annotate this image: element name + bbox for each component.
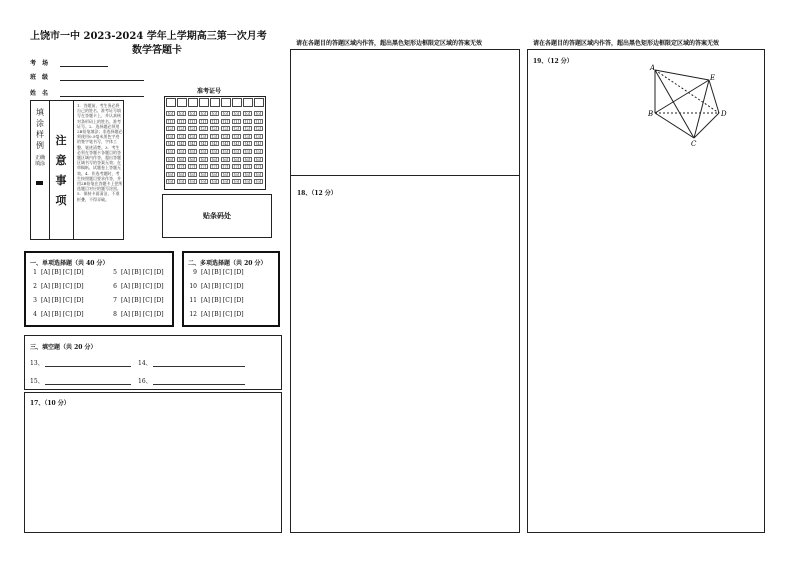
exam-id-digit-bubble[interactable]: [1]: [178, 118, 185, 124]
exam-id-digit-bubble[interactable]: [2]: [222, 126, 229, 132]
exam-id-digit-bubble[interactable]: [3]: [233, 133, 240, 139]
exam-id-digit-bubble[interactable]: [0]: [167, 111, 174, 116]
exam-id-digit-bubble[interactable]: [7]: [189, 164, 196, 170]
exam-id-digit-bubble[interactable]: [5]: [222, 149, 229, 154]
field-class-line[interactable]: [60, 80, 144, 81]
sample-filled-mark: [36, 181, 43, 185]
exam-id-digit-bubble[interactable]: [2]: [211, 126, 218, 132]
exam-id-digit-bubble[interactable]: [3]: [178, 133, 185, 139]
exam-id-digit-bubble[interactable]: [0]: [211, 111, 218, 116]
exam-id-digit-bubble[interactable]: [8]: [189, 171, 196, 177]
warning-right: 请在各题目的答题区域内作答，超出黑色矩形边框限定区域的答案无效: [533, 40, 720, 47]
exam-id-digit-bubble[interactable]: [6]: [222, 156, 229, 162]
exam-id-digit-bubble[interactable]: [2]: [233, 126, 240, 132]
exam-id-digit-bubble[interactable]: [3]: [200, 133, 207, 139]
exam-id-digit-bubble[interactable]: [1]: [167, 118, 174, 124]
multi-choice-question-number: 11: [189, 297, 197, 304]
exam-id-digit-bubble[interactable]: [6]: [233, 156, 240, 162]
exam-id-digit-box[interactable]: [188, 98, 198, 107]
single-choice-question-number: 4: [33, 311, 37, 318]
exam-id-digit-bubble[interactable]: [9]: [244, 179, 251, 185]
page-title: 上饶市一中 2023-2024 学年上学期高三第一次月考: [30, 31, 267, 42]
vertex-e-label: E: [710, 74, 716, 82]
exam-id-digit-bubble[interactable]: [6]: [178, 156, 185, 162]
vertex-d-label: D: [721, 110, 727, 118]
exam-id-digit-box[interactable]: [177, 98, 187, 107]
exam-id-title: 准考证号: [197, 88, 222, 95]
single-choice-question-number: 1: [33, 269, 37, 276]
exam-id-digit-bubble[interactable]: [3]: [244, 133, 251, 139]
exam-id-digit-bubble[interactable]: [3]: [189, 133, 196, 139]
exam-id-digit-bubble[interactable]: [1]: [233, 118, 240, 124]
exam-id-digit-bubble[interactable]: [4]: [167, 141, 174, 147]
single-choice-title: 一、单项选择题（共 40 分）: [30, 260, 109, 267]
fill-blank-section: [24, 335, 282, 390]
exam-id-digit-bubble[interactable]: [9]: [167, 179, 174, 185]
multi-choice-title: 二、多项选择题（共 20 分）: [188, 260, 267, 267]
warning-middle: 请在各题目的答题区域内作答，超出黑色矩形边框限定区域的答案无效: [296, 40, 483, 47]
single-choice-question-number: 6: [113, 283, 117, 290]
exam-id-digit-bubble[interactable]: [8]: [200, 171, 207, 177]
exam-id-digit-bubble[interactable]: [9]: [211, 179, 218, 185]
single-choice-question-number: 8: [113, 311, 117, 318]
single-choice-options-1[interactable]: [A] [B] [C] [D]: [41, 269, 84, 276]
single-choice-options-2[interactable]: [A] [B] [C] [D]: [41, 283, 84, 290]
exam-id-digit-bubble[interactable]: [6]: [200, 156, 207, 162]
notice-title: 注 意 事 项: [55, 134, 67, 207]
exam-id-digit-bubble[interactable]: [4]: [189, 141, 196, 147]
multi-choice-question-number: 12: [189, 311, 197, 318]
exam-id-digit-box[interactable]: [166, 98, 176, 107]
exam-id-digit-bubble[interactable]: [0]: [244, 111, 251, 116]
exam-id-digit-bubble[interactable]: [4]: [255, 141, 262, 147]
exam-id-digit-bubble[interactable]: [4]: [211, 141, 218, 147]
exam-id-digit-bubble[interactable]: [7]: [178, 164, 185, 170]
exam-id-digit-bubble[interactable]: [8]: [178, 171, 185, 177]
q17-label: 17、（10 分）: [30, 400, 70, 407]
exam-id-digit-bubble[interactable]: [2]: [200, 126, 207, 132]
exam-id-digit-bubble[interactable]: [1]: [211, 118, 218, 124]
fill-blank-title: 三、填空题（共 20 分）: [30, 344, 97, 351]
exam-id-digit-bubble[interactable]: [2]: [189, 126, 196, 132]
exam-id-digit-bubble[interactable]: [1]: [222, 118, 229, 124]
single-choice-options-4[interactable]: [A] [B] [C] [D]: [41, 311, 84, 318]
exam-id-digit-bubble[interactable]: [1]: [189, 118, 196, 124]
multi-choice-question-number: 9: [193, 269, 197, 276]
exam-id-digit-bubble[interactable]: [0]: [222, 111, 229, 116]
multi-choice-question-number: 10: [189, 283, 197, 290]
exam-id-digit-bubble[interactable]: [5]: [211, 149, 218, 154]
exam-id-digit-bubble[interactable]: [1]: [200, 118, 207, 124]
single-choice-options-6[interactable]: [A] [B] [C] [D]: [121, 283, 164, 290]
multi-choice-options-9[interactable]: [A] [B] [C] [D]: [201, 269, 244, 276]
barcode-area: 贴条码处: [162, 194, 272, 238]
blank-16-label: 16、: [138, 378, 152, 385]
exam-id-digit-bubble[interactable]: [7]: [167, 164, 174, 170]
exam-id-digit-bubble[interactable]: [8]: [233, 171, 240, 177]
exam-id-digit-bubble[interactable]: [9]: [255, 179, 262, 185]
exam-id-digit-bubble[interactable]: [5]: [189, 149, 196, 154]
q18-label: 18、（12 分）: [297, 190, 337, 197]
blank-16[interactable]: [153, 384, 245, 385]
exam-id-digit-bubble[interactable]: [2]: [255, 126, 262, 132]
vertex-c-label: C: [691, 140, 697, 148]
exam-id-digit-bubble[interactable]: [8]: [211, 171, 218, 177]
exam-id-digit-bubble[interactable]: [8]: [244, 171, 251, 177]
single-choice-question-number: 5: [113, 269, 117, 276]
q19-label: 19、（12 分）: [533, 58, 573, 65]
exam-id-digit-bubble[interactable]: [3]: [167, 133, 174, 139]
exam-id-digit-bubble[interactable]: [7]: [222, 164, 229, 170]
field-label-exam-room: 考 场: [30, 60, 49, 67]
exam-id-digit-bubble[interactable]: [2]: [167, 126, 174, 132]
exam-id-digit-bubble[interactable]: [5]: [244, 149, 251, 154]
exam-id-digit-box[interactable]: [221, 98, 231, 107]
exam-id-digit-bubble[interactable]: [7]: [200, 164, 207, 170]
exam-id-digit-bubble[interactable]: [4]: [222, 141, 229, 147]
exam-id-digit-bubble[interactable]: [6]: [211, 156, 218, 162]
exam-id-digit-bubble[interactable]: [8]: [167, 171, 174, 177]
exam-id-digit-box[interactable]: [254, 98, 264, 107]
exam-id-digit-bubble[interactable]: [4]: [200, 141, 207, 147]
exam-id-digit-box[interactable]: [243, 98, 253, 107]
exam-id-digit-bubble[interactable]: [6]: [255, 156, 262, 162]
exam-id-digit-bubble[interactable]: [9]: [222, 179, 229, 185]
q17-continued-area[interactable]: [291, 50, 519, 174]
exam-id-digit-bubble[interactable]: [3]: [222, 133, 229, 139]
exam-id-digit-bubble[interactable]: [0]: [178, 111, 185, 116]
exam-id-digit-bubble[interactable]: [9]: [178, 179, 185, 185]
exam-id-digit-bubble[interactable]: [9]: [200, 179, 207, 185]
notice-box: [30, 100, 124, 240]
exam-id-digit-box[interactable]: [210, 98, 220, 107]
exam-id-digit-bubble[interactable]: [6]: [244, 156, 251, 162]
exam-id-digit-bubble[interactable]: [2]: [244, 126, 251, 132]
exam-id-digit-bubble[interactable]: [0]: [233, 111, 240, 116]
q18-answer-area[interactable]: [291, 176, 519, 532]
exam-id-digit-bubble[interactable]: [5]: [178, 149, 185, 154]
exam-id-digit-bubble[interactable]: [0]: [200, 111, 207, 116]
blank-15-label: 15、: [30, 378, 44, 385]
exam-id-digit-bubble[interactable]: [2]: [178, 126, 185, 132]
exam-id-digit-bubble[interactable]: [1]: [244, 118, 251, 124]
single-choice-options-5[interactable]: [A] [B] [C] [D]: [121, 269, 164, 276]
exam-id-digit-bubble[interactable]: [5]: [233, 149, 240, 154]
exam-id-digit-bubble[interactable]: [5]: [255, 149, 262, 154]
exam-id-digit-bubble[interactable]: [0]: [189, 111, 196, 116]
exam-id-digit-box[interactable]: [232, 98, 242, 107]
blank-14-label: 14、: [138, 360, 152, 367]
field-name-line[interactable]: [60, 96, 144, 97]
geometry-figure: [640, 62, 740, 152]
exam-id-digit-bubble[interactable]: [7]: [233, 164, 240, 170]
single-choice-question-number: 2: [33, 283, 37, 290]
sample-title: 填 涂 样 例: [36, 108, 44, 150]
notice-text: 1．答题前，考生务必将自己的姓名、准考证号填写在答题卡上，并认真核对条形码上的姓名、准考证号。2．选择题必须用2B铅笔填涂；非选择题必须使用0.5毫米黑色字迹的签字笔书写，字体工整、笔迹清楚。3．考生必须在答题卡各题目的答题区域内作答，超出答题区域书写的答案无效；在草稿纸、试题卷上答题无效。4．作选考题时，考生按照题目要求作答，并用2B铅笔在答题卡上把所选题目对应的题号涂黑。5．保持卡面清洁，不准折叠，不得弄破。: [77, 103, 123, 202]
exam-id-digit-bubble[interactable]: [5]: [200, 149, 207, 154]
exam-id-digit-bubble[interactable]: [8]: [222, 171, 229, 177]
page-subtitle: 数学答题卡: [132, 45, 182, 56]
single-choice-options-7[interactable]: [A] [B] [C] [D]: [121, 297, 164, 304]
exam-id-digit-bubble[interactable]: [6]: [167, 156, 174, 162]
q17-answer-area[interactable]: [24, 392, 282, 533]
multi-choice-options-12[interactable]: [A] [B] [C] [D]: [201, 311, 244, 318]
exam-id-digit-bubble[interactable]: [7]: [244, 164, 251, 170]
exam-id-digit-bubble[interactable]: [8]: [255, 171, 262, 177]
field-exam-room-line[interactable]: [60, 66, 108, 67]
exam-id-digit-bubble[interactable]: [4]: [244, 141, 251, 147]
exam-id-digit-bubble[interactable]: [4]: [178, 141, 185, 147]
exam-id-digit-bubble[interactable]: [0]: [255, 111, 262, 116]
field-label-class: 班 级: [30, 74, 49, 81]
exam-id-digit-bubble[interactable]: [6]: [189, 156, 196, 162]
exam-id-digit-bubble[interactable]: [4]: [233, 141, 240, 147]
exam-id-digit-bubble[interactable]: [9]: [233, 179, 240, 185]
single-choice-options-3[interactable]: [A] [B] [C] [D]: [41, 297, 84, 304]
exam-id-digit-bubble[interactable]: [3]: [255, 133, 262, 139]
exam-id-digit-bubble[interactable]: [9]: [189, 179, 196, 185]
correct-fill-label: 正确填涂: [34, 155, 45, 167]
multi-choice-options-11[interactable]: [A] [B] [C] [D]: [201, 297, 244, 304]
vertex-b-label: B: [648, 110, 654, 118]
vertex-a-label: A: [650, 64, 656, 72]
field-label-name: 姓 名: [30, 90, 49, 97]
blank-15[interactable]: [45, 384, 131, 385]
single-choice-question-number: 3: [33, 297, 37, 304]
single-choice-question-number: 7: [113, 297, 117, 304]
exam-id-digit-bubble[interactable]: [1]: [255, 118, 262, 124]
single-choice-options-8[interactable]: [A] [B] [C] [D]: [121, 311, 164, 318]
exam-id-digit-bubble[interactable]: [3]: [211, 133, 218, 139]
blank-13[interactable]: [45, 366, 131, 367]
exam-id-digit-bubble[interactable]: [7]: [211, 164, 218, 170]
blank-14[interactable]: [153, 366, 245, 367]
blank-13-label: 13、: [30, 360, 44, 367]
exam-id-digit-bubble[interactable]: [7]: [255, 164, 262, 170]
exam-id-digit-bubble[interactable]: [5]: [167, 149, 174, 154]
multi-choice-options-10[interactable]: [A] [B] [C] [D]: [201, 283, 244, 290]
exam-id-digit-box[interactable]: [199, 98, 209, 107]
